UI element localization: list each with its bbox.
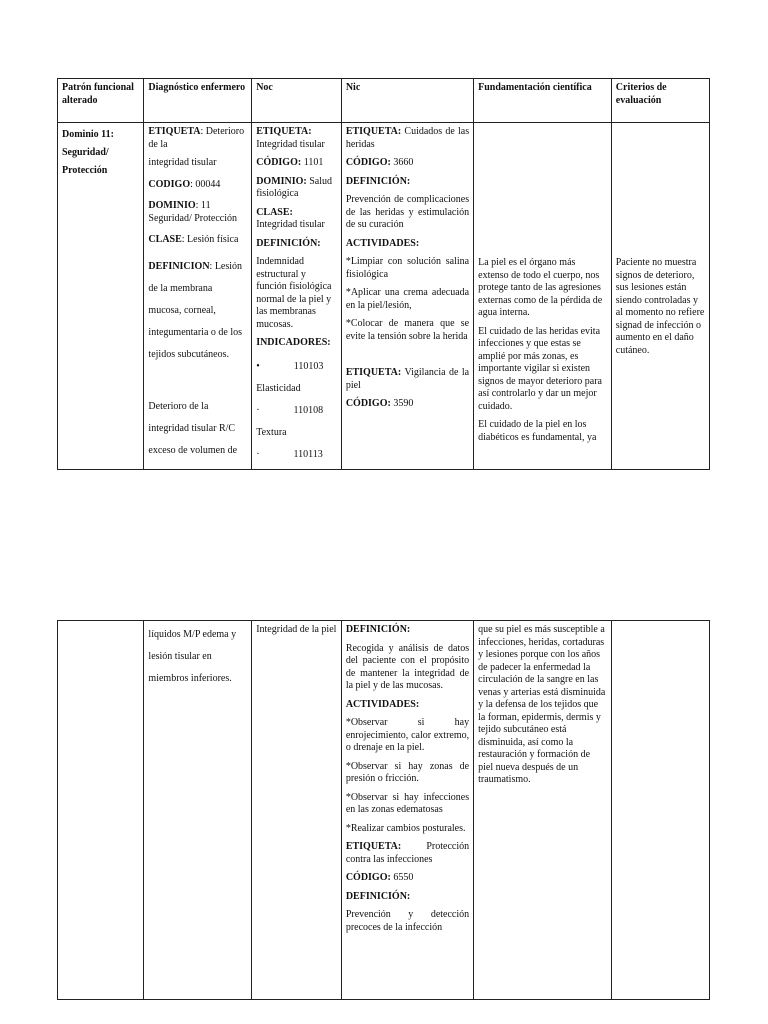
care-plan-table-page-1 (57, 78, 710, 470)
noc-indicator-2 (256, 400, 337, 422)
nic-definicion-2: Recogida y análisis de datos del paciente con el propósito de mantener la integridad de la piel y de las mucosas. (345, 642, 470, 691)
bullet: · (256, 448, 260, 460)
nic-definicion: Prevención de complicaciones de las heridas y estimulación de su curación (345, 194, 470, 230)
header-fundamentacion: Fundamentación científica (474, 79, 612, 123)
label: DEFINICIÓN: (345, 890, 411, 902)
label: CÓDIGO: (345, 872, 391, 883)
nic-codigo-2 (346, 398, 469, 411)
value: : Deterioro de la (148, 126, 245, 150)
noc-indicator-1-name: Elasticidad (256, 382, 301, 394)
label: ETIQUETA: (345, 126, 402, 137)
diag-definicion (148, 256, 247, 366)
value: 1101 (303, 157, 324, 168)
value: : 11 Seguridad/ Protección (148, 200, 238, 224)
nic-activity-7: *Realizar cambios posturales. (345, 822, 466, 834)
label: DEFINICION (148, 260, 210, 272)
label: DEFINICIÓN: (345, 624, 411, 635)
nic-etiqueta-1 (346, 126, 469, 151)
header-patron: Patrón funcional alterado (58, 79, 144, 123)
header-nic: Nic (341, 79, 473, 123)
criterios-text: Paciente no muestra signos de deterioro, sus lesiones están siendo controladas y al momento no refiere signad de infección o aumento en el daño cutáneo. (615, 257, 705, 356)
label: CÓDIGO: (345, 157, 391, 168)
value: Vigilancia de la piel (345, 367, 470, 391)
nic-codigo-1 (346, 157, 469, 170)
noc-indicator-3 (256, 444, 337, 466)
patron-cell-cont (58, 621, 144, 1000)
nic-actividades-label-2 (346, 699, 469, 712)
label: CLASE (148, 234, 182, 245)
noc-indicator-1 (256, 356, 337, 378)
value: 3590 (393, 398, 414, 409)
nic-definicion-label-3 (346, 891, 469, 904)
header-diagnostico: Diagnóstico enfermero (144, 79, 252, 123)
nic-activity-1: *Limpiar con solución salina fisiológica (345, 256, 470, 280)
value: Salud fisiológica (256, 175, 333, 199)
value: : 00044 (190, 178, 221, 190)
value: : Lesión física (181, 234, 239, 245)
nic-codigo-3 (346, 872, 469, 885)
code: 110113 (293, 448, 323, 460)
code: 110108 (293, 404, 324, 416)
label: CODIGO (148, 178, 191, 190)
nic-cell (341, 123, 473, 470)
nic-activity-5: *Observar si hay zonas de presión o fricción. (345, 760, 470, 784)
label: ACTIVIDADES: (345, 237, 420, 249)
label: ETIQUETA: (345, 841, 402, 852)
noc-clase (256, 207, 337, 232)
patron-text: Dominio 11: Seguridad/ Protección (62, 129, 114, 176)
noc-dominio (256, 176, 337, 201)
table-header-row (58, 79, 710, 123)
fund-paragraph-1: La piel es el órgano más extenso de todo el cuerpo, nos protege tanto de las agresiones externas como de la pérdida de agua interna. (478, 257, 603, 318)
diag-codigo (148, 179, 247, 192)
label: ETIQUETA: (256, 126, 312, 137)
nic-etiqueta-2 (346, 367, 469, 392)
bullet: • (256, 360, 260, 372)
noc-definicion-label (256, 238, 337, 251)
value: Integridad tisular (256, 138, 325, 150)
patron-cell (58, 123, 144, 470)
noc-indicadores-label (256, 337, 337, 350)
diag-text: Deterioro de la integridad tisular R/C exceso de volumen de (148, 400, 238, 456)
care-plan-table-page-2 (57, 620, 710, 1000)
nic-activity-4: *Observar si hay enrojecimiento, calor extremo, o drenaje en la piel. (345, 717, 470, 753)
value: : Lesión de la membrana mucosa, corneal, integumentaria o de los tejidos subcutáneos. (148, 260, 243, 360)
noc-codigo (256, 157, 337, 170)
nic-actividades-label (346, 238, 469, 251)
fund-paragraph-2: El cuidado de las heridas evita infecciones y que estas se amplié por más zonas, es importante vigilar si existen signos de mayor deterioro para así controlarlo y dar un mejor cuidado. (478, 325, 602, 412)
value: 3660 (393, 157, 414, 168)
nic-definicion-label-2 (346, 624, 469, 637)
fund-paragraph-cont: que su piel es más susceptible a infecciones, heridas, cortaduras y lesiones porque con los años de padecer la enfermedad la circulación de la sangre en las venas y arterias está disminuida y la defensa de los tejidos que la forman, epidermis, dermis y tejido subcutáneo está disminuida, así como la restauración y formación de piel nueva después de un traumatismo. (478, 624, 606, 785)
fund-paragraph-3: El cuidado de la piel en los diabéticos es fundamental, ya (478, 419, 597, 443)
value: Cuidados de las heridas (345, 126, 470, 150)
nic-definicion-3: Prevención y detección precoces de la infección (345, 909, 470, 933)
criterios-cell (611, 123, 709, 470)
nic-activity-3: *Colocar de manera que se evite la tensión sobre la herida (345, 318, 470, 342)
label: DEFINICIÓN: (256, 237, 321, 249)
bullet: · (256, 404, 260, 416)
label: ACTIVIDADES: (345, 698, 420, 710)
fundamentacion-cell-cont (474, 621, 612, 1000)
label: DOMINIO: (256, 175, 307, 187)
criterios-cell-cont (611, 621, 709, 1000)
noc-etiqueta (256, 126, 337, 151)
value: Integridad tisular (256, 219, 325, 230)
label: CÓDIGO: (345, 398, 391, 409)
label: DEFINICIÓN: (345, 175, 411, 187)
table-row (58, 123, 710, 470)
diag-clase (148, 234, 247, 247)
noc-cell-cont (252, 621, 342, 1000)
label: INDICADORES: (256, 337, 331, 348)
diagnostico-cell (144, 123, 252, 470)
label: CLASE: (256, 206, 293, 218)
diag-etiqueta (148, 126, 247, 151)
nic-etiqueta-3 (346, 841, 469, 866)
nic-definicion-label (346, 176, 469, 189)
nic-activity-6: *Observar si hay infecciones en las zonas edematosas (345, 791, 470, 815)
noc-text-cont: Integridad de la piel (256, 624, 337, 635)
noc-indicator-2-name: Textura (256, 426, 287, 438)
value: 6550 (393, 872, 414, 883)
noc-cell (252, 123, 342, 470)
diag-text-cont: líquidos M/P edema y lesión tisular en miembros inferiores. (148, 629, 237, 684)
label: ETIQUETA (148, 126, 201, 137)
diagnostico-cell-cont (144, 621, 252, 1000)
diag-dominio (148, 200, 247, 225)
value: Protección contra las infecciones (345, 841, 470, 865)
header-noc: Noc (252, 79, 342, 123)
nic-cell-cont (341, 621, 473, 1000)
label: ETIQUETA: (345, 367, 402, 378)
diag-etiqueta-cont: integridad tisular (148, 157, 217, 168)
label: CÓDIGO: (256, 157, 302, 168)
table-row (58, 621, 710, 1000)
nic-activity-2: *Aplicar una crema adecuada en la piel/lesión, (345, 287, 470, 311)
fundamentacion-cell (474, 123, 612, 470)
code: 110103 (293, 360, 324, 372)
noc-definicion: Indemnidad estructural y función fisiológica normal de la piel y las membranas mucosas. (256, 256, 332, 330)
header-criterios: Criterios de evaluación (611, 79, 709, 123)
label: DOMINIO (148, 200, 196, 211)
